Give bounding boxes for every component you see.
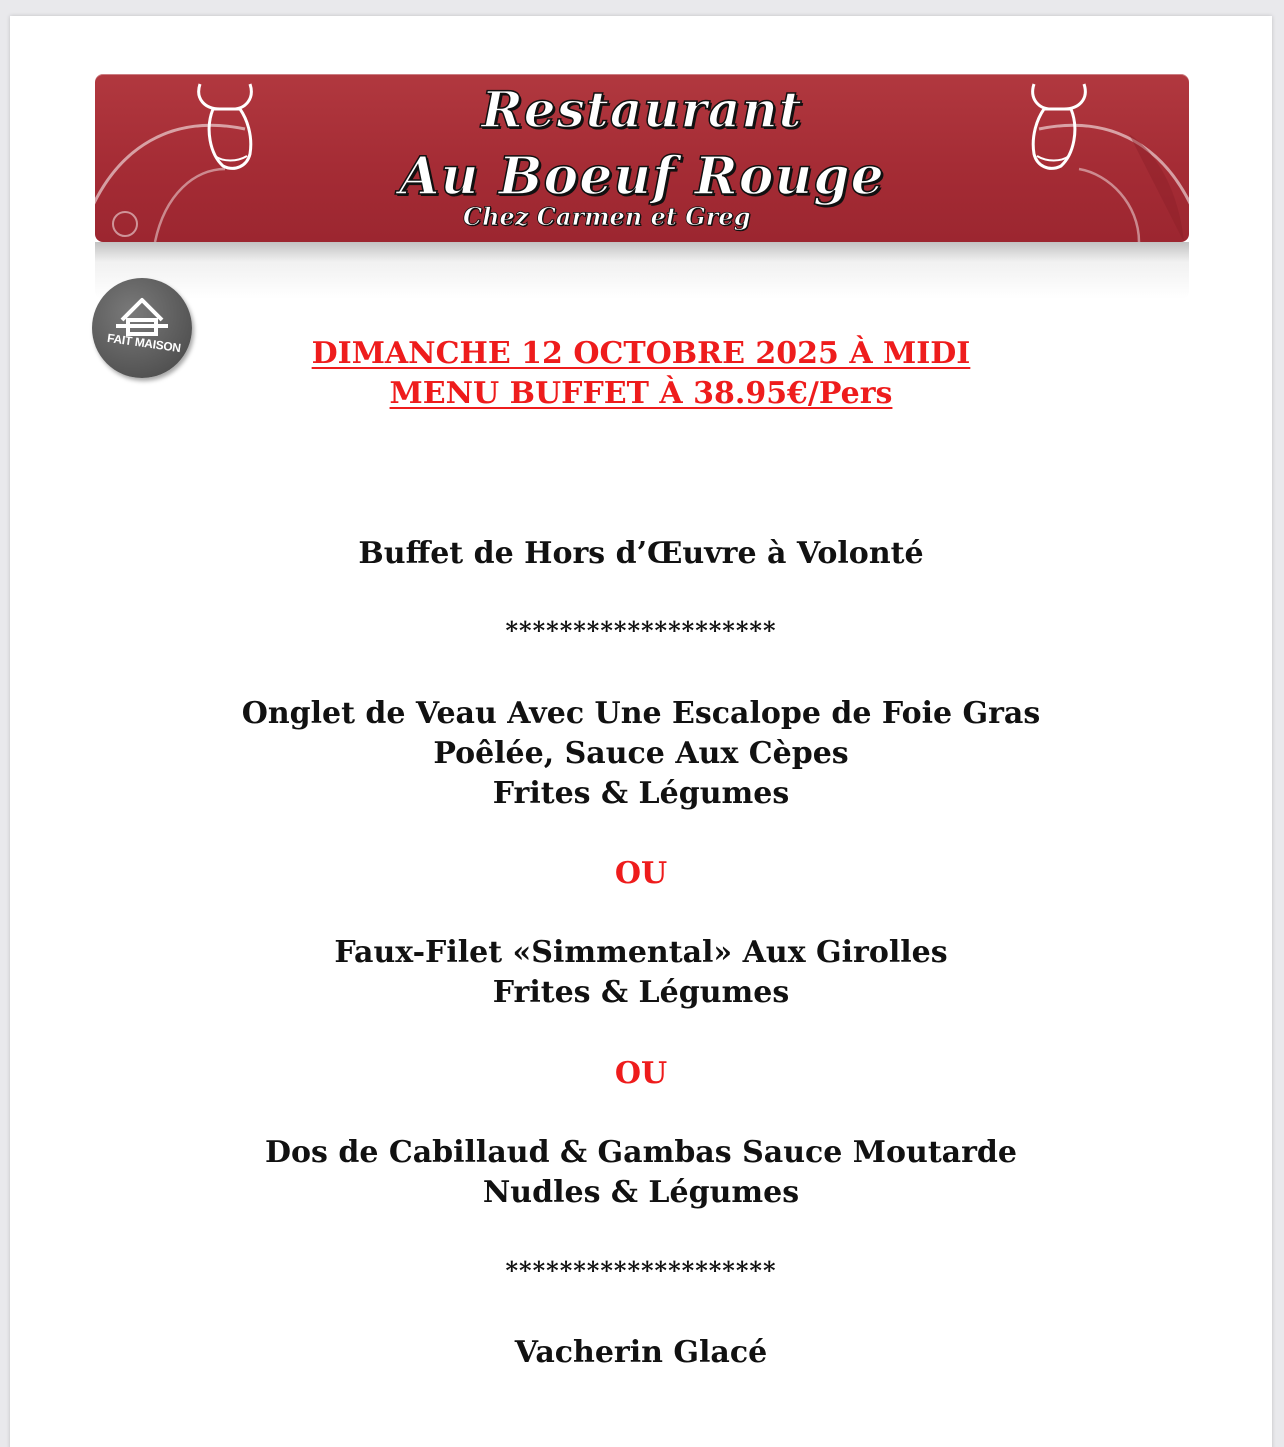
option1-line1: Onglet de Veau Avec Une Escalope de Foie Gras — [241, 696, 1041, 731]
option3-line1: Dos de Cabillaud & Gambas Sauce Moutarde — [264, 1135, 1017, 1170]
banner-reflection — [95, 242, 1189, 299]
option1-line2: Poêlée, Sauce Aux Cèpes — [433, 736, 849, 771]
or-label-1: OU — [614, 856, 668, 891]
option2-line1: Faux-Filet «Simmental» Aux Girolles — [334, 935, 948, 970]
or-label-2: OU — [614, 1056, 668, 1091]
banner-panel — [95, 74, 1189, 242]
separator-top: ******************** — [505, 616, 777, 645]
option1-line3: Frites & Légumes — [492, 776, 790, 811]
starter-item: Buffet de Hors d’Œuvre à Volonté — [358, 536, 924, 571]
event-date-heading: DIMANCHE 12 OCTOBRE 2025 À MIDI — [311, 336, 971, 371]
option2-line2: Frites & Légumes — [492, 975, 790, 1010]
banner-title-name: Au Boeuf Rouge — [399, 146, 885, 207]
option3-line2: Nudles & Légumes — [482, 1175, 800, 1210]
badge-label: FAIT MAISON — [106, 330, 182, 356]
separator-bottom: ******************** — [505, 1256, 777, 1285]
banner-subtitle: Chez Carmen et Greg — [463, 202, 751, 231]
menu-price-heading: MENU BUFFET À 38.95€/Pers — [389, 376, 893, 411]
restaurant-banner — [95, 74, 1189, 299]
menu-page — [10, 16, 1272, 1447]
banner-title-restaurant: Restaurant — [481, 80, 803, 139]
dessert-item: Vacherin Glacé — [514, 1335, 768, 1370]
